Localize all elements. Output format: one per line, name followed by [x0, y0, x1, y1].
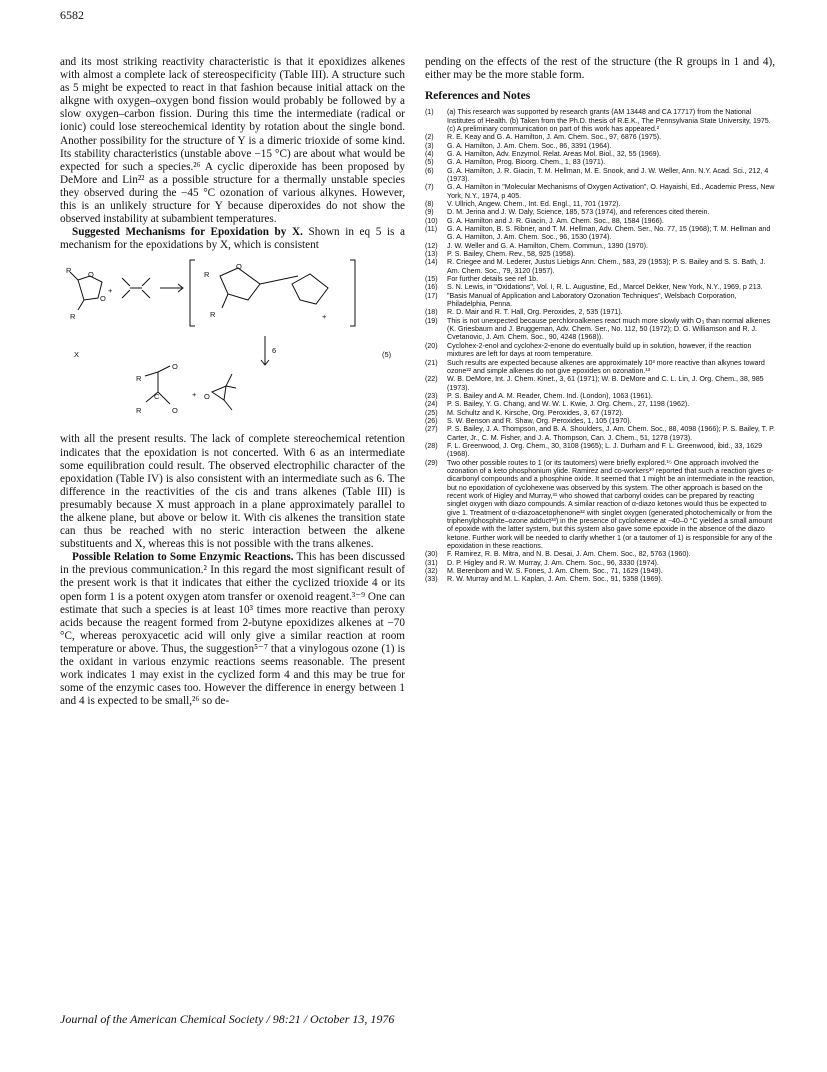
reference-item	[425, 250, 775, 258]
equation-number: (5)	[382, 350, 392, 360]
reference-number: (20)	[425, 341, 438, 350]
scheme-label-r4: R	[210, 310, 216, 320]
reference-text: R. W. Murray and M. L. Kaplan, J. Am. Chem. Soc., 91, 5358 (1969).	[447, 575, 663, 584]
reference-text: V. Ullrich, Angew. Chem., Int. Ed. Engl., 11, 701 (1972).	[447, 199, 621, 208]
reference-item	[425, 559, 775, 567]
journal-footer: Journal of the American Chemical Society / 98:21 / October 13, 1976	[60, 1012, 395, 1026]
reference-item	[425, 217, 775, 225]
reference-text: R. E. Keay and G. A. Hamilton, J. Am. Chem. Soc., 97, 6876 (1975).	[447, 133, 662, 142]
right-column	[425, 56, 775, 584]
reference-text: S. N. Lewis, in "Oxidations", Vol. I, R. L. Augustine, Ed., Marcel Dekker, New York, N.Y., 1969, p 213.	[447, 283, 763, 292]
reference-text: M. Berenbom and W. S. Fones, J. Am. Chem. Soc., 71, 1629 (1949).	[447, 567, 663, 576]
scheme-plus-3: +	[192, 390, 197, 400]
reference-text: G. A. Hamilton, J. Am. Chem. Soc., 86, 3391 (1964).	[447, 141, 612, 150]
reference-text: G. A. Hamilton, Adv. Enzymol. Relat. Areas Mol. Biol., 32, 55 (1969).	[447, 149, 661, 158]
reference-number: (28)	[425, 441, 438, 450]
reference-item	[425, 208, 775, 216]
reference-number: (24)	[425, 400, 438, 409]
scheme-label-o3: O	[236, 262, 242, 272]
scheme-label-6: 6	[272, 346, 277, 356]
reference-text: S. W. Benson and R. Shaw, Org. Peroxides, 1, 105 (1970).	[447, 416, 632, 425]
reference-item	[425, 292, 775, 309]
reference-item	[425, 392, 775, 400]
reference-item	[425, 442, 775, 459]
scheme-label-o5: O	[172, 406, 178, 416]
scheme-label-r3: R	[204, 270, 210, 280]
paragraph-enzymic	[60, 551, 405, 708]
reference-text: Two other possible routes to 1 (or its tautomers) were briefly explored.¹⁵ One approach involved the ozonation of a keto phosphonium ylide. Ramirez and co-workers³⁰ reported that such a reaction gives α-dicarbonyl compounds and a phosphine oxide. It seemed that 1 might be an intermediate in the reaction, but no epoxidation of cyclohexene was observed by this system. The other approach is based on the recent work of Higley and Murray,³¹ who showed that carbonyl oxides can be prepared by reacting singlet oxygen with diazo compounds. A similar reaction of α-diazo ketones would thus be expected to give 1. Treatment of α-diazoacetophenone³² with singlet oxygen (generated photochemically or from the triphenylphosphite–ozone adduct³³) in the presence of cyclohexene at −40–0 °C yielded a small amount of epoxide with the latter system, but this system also gave some epoxide in the absence of the diazo ketone. Further work will be needed to clarify whether 1 (or a tautomer of 1) is responsible for any of the epoxidation in these reactions.	[447, 458, 775, 551]
references-list	[425, 108, 775, 584]
page-number: 6582	[60, 8, 84, 22]
references-heading: References and Notes	[425, 90, 531, 103]
scheme-plus-2: +	[322, 312, 327, 322]
reference-text: P. S. Bailey, Y. G. Chang, and W. W. L. Kwie, J. Org. Chem., 27, 1198 (1962).	[447, 400, 690, 409]
reference-text: P. S. Bailey, J. A. Thompson, and B. A. Shoulders, J. Am. Chem. Soc., 88, 4098 (1966); P. S. Bailey, T. P. Carter, Jr., C. M. Fisher, and J. A. Thompson, Can. J. Chem., 51, 1278 (1973).	[447, 425, 775, 442]
reference-item	[425, 417, 775, 425]
reaction-scheme	[60, 254, 405, 429]
reference-item	[425, 225, 775, 242]
reference-number: (6)	[425, 166, 434, 175]
reference-number: (10)	[425, 216, 438, 225]
reference-number: (32)	[425, 567, 438, 576]
reference-item	[425, 308, 775, 316]
reference-text: D. M. Jerina and J. W. Daly, Science, 185, 573 (1974), and references cited therein.	[447, 208, 710, 217]
reference-item	[425, 550, 775, 558]
reference-text: G. A. Hamilton in "Molecular Mechanisms of Oxygen Activation", O. Hayaishi, Ed., Academic Press, New York, N.Y., 1974, p 405.	[447, 183, 775, 200]
reference-item	[425, 150, 775, 158]
reference-text: This is not unexpected because perchloroalkenes react much more slowly with O₃ than normal alkenes (K. Griesbaum and J. Bruggeman, Adv. Chem. Ser., No. 112, 50 (1972); D. G. Williamson and R. J. Cvetanovic, J. Am. Chem. Soc., 90, 4248 (1968)).	[447, 316, 771, 342]
reference-number: (9)	[425, 208, 434, 217]
scheme-plus-1: +	[108, 286, 113, 296]
reference-number: (23)	[425, 391, 438, 400]
reference-text: R. Criegee and M. Lederer, Justus Liebigs Ann. Chem., 583, 29 (1953); P. S. Bailey and S. S. Bath, J. Am. Chem. Soc., 79, 3120 (1957).	[447, 258, 766, 275]
reference-number: (13)	[425, 250, 438, 259]
scheme-label-r6: R	[136, 406, 142, 416]
reference-text: Cyclohex-2-enol and cyclohex-2-enone do eventually build up in solution, however, if the reaction mixtures are left for days at room temperature.	[447, 341, 752, 359]
scheme-label-r5: R	[136, 374, 142, 384]
reference-number: (15)	[425, 275, 438, 284]
reference-number: (12)	[425, 241, 438, 250]
reference-number: (8)	[425, 199, 434, 208]
reference-item	[425, 283, 775, 291]
reference-item	[425, 108, 775, 133]
scheme-label-o2: O	[100, 294, 106, 304]
scheme-label-r1: R	[66, 266, 72, 276]
reference-number: (29)	[425, 458, 438, 467]
reference-text: P. S. Bailey, Chem. Rev., 58, 925 (1958).	[447, 250, 576, 259]
reference-number: (25)	[425, 408, 438, 417]
reaction-scheme-drawing	[60, 254, 405, 429]
reference-text: F. L. Greenwood, J. Org. Chem., 30, 3108 (1965); L. J. Durham and F. L. Greenwood, ibid., 33, 1629 (1968).	[447, 441, 763, 459]
reference-number: (17)	[425, 291, 438, 300]
reference-text: P. S. Bailey and A. M. Reader, Chem. Ind. (London), 1063 (1961).	[447, 391, 653, 400]
reference-text: D. P. Higley and R. W. Murray, J. Am. Chem. Soc., 96, 3330 (1974).	[447, 558, 659, 567]
reference-number: (22)	[425, 375, 438, 384]
reference-number: (4)	[425, 149, 434, 158]
scheme-label-o4: O	[172, 362, 178, 372]
reference-number: (18)	[425, 308, 438, 317]
reference-item	[425, 258, 775, 275]
reference-number: (1)	[425, 108, 434, 117]
reference-item	[425, 575, 775, 583]
reference-text: G. A. Hamilton, Prog. Bioorg. Chem., 1, 83 (1971).	[447, 158, 606, 167]
reference-item	[425, 158, 775, 166]
reference-item	[425, 359, 775, 376]
reference-text: M. Schultz and K. Kirsche, Org. Peroxides, 3, 67 (1972).	[447, 408, 624, 417]
paragraph-mechanisms	[60, 226, 405, 252]
reference-text: Such results are expected because alkenes are approximately 10³ more reactive than alkynes toward ozone²² and simple alkenes do not give epoxides on ozonation.¹³	[447, 358, 765, 375]
reference-item	[425, 183, 775, 200]
reference-number: (16)	[425, 283, 438, 292]
reference-text: G. A. Hamilton, J. R. Giacin, T. M. Hellman, M. E. Snook, and J. W. Weller, Ann. N.Y. Acad. Sci., 212, 4 (1973).	[447, 166, 769, 183]
reference-text: W. B. DeMore, Int. J. Chem. Kinet., 3, 61 (1971); W. B. DeMore and C. L. Lin, J. Org. Chem., 38, 985 (1973).	[447, 375, 764, 392]
reference-item	[425, 242, 775, 250]
reference-item	[425, 409, 775, 417]
reference-number: (14)	[425, 258, 438, 267]
scheme-label-o6: O	[204, 392, 210, 402]
paragraph-continuation: pending on the effects of the rest of the structure (the R groups in 1 and 4), either may be the more stable form.	[425, 56, 775, 82]
reference-text: (a) This research was supported by research grants (AM 13448 and CA 17717) from the National Institutes of Health. (b) Taken from the Ph.D. thesis of R.E.K., The Pennsylvania State University, 1975. (c) A preliminary communication on part of this work has appeared.²	[447, 108, 771, 133]
scheme-label-x: X	[74, 350, 80, 360]
reference-text: F. Ramirez, R. B. Mitra, and N. B. Desai, J. Am. Chem. Soc., 82, 5763 (1960).	[447, 550, 691, 559]
left-column	[60, 56, 405, 708]
reference-number: (2)	[425, 133, 434, 142]
reference-number: (7)	[425, 183, 434, 192]
paragraph-stereochemistry: with all the present results. The lack of complete stereochemical retention indicates that the epoxidation is not concerted. With 6 as an intermediate some equilibration could result. The observed electrophilic character of the epoxidation (Table IV) is also consistent with an intermediate such as 6. The difference in the reactivities of the cis and trans alkenes (Table III) is presumably because X must approach in a plane approximately parallel to the alkene plane, but above or below it. With cis alkenes the transition state can thus be reached with no steric interaction between the alkene substituents and X, whereas this is not possible with the trans alkenes.	[60, 433, 405, 551]
reference-number: (3)	[425, 141, 434, 150]
reference-item	[425, 567, 775, 575]
reference-item	[425, 375, 775, 392]
reference-number: (33)	[425, 575, 438, 584]
reference-number: (11)	[425, 225, 438, 233]
reference-item	[425, 342, 775, 359]
reference-number: (21)	[425, 358, 438, 367]
reference-number: (31)	[425, 558, 438, 567]
reference-item	[425, 317, 775, 342]
reference-item	[425, 133, 775, 141]
reference-item	[425, 275, 775, 283]
paragraph-structure-y: and its most striking reactivity characteristic is that it epoxidizes alkenes with almost a complete lack of stereospecificity (Table III). A structure such as 5 might be expected to react in that fashion because initial attack on the alkgne with oxygen–oxygen bond fission would probably be followed by a slow oxygen–carbon fission. During this time the intermediate (radical or ionic) could lose stereochemical identity by rotation about the single bond. Another possibility for the structure of Y is a dimeric trioxide of some kind. Its stability characteristics (unstable above −15 °C) are about what would be expected for such a species.²⁶ A cyclic diperoxide has been proposed by DeMore and Lin²² as a possible structure for a thermally unstable species they observed during the −45 °C ozonation of various alkynes. However, this is an unlikely structure for Y because diperoxides do not show the observed instability at subambient temperatures.	[60, 56, 405, 226]
scheme-label-c: C	[154, 392, 160, 402]
reference-number: (27)	[425, 425, 438, 434]
reference-text: For further details see ref 1b.	[447, 275, 539, 284]
section-heading-enzymic: Possible Relation to Some Enzymic Reactions.	[72, 551, 294, 564]
reference-text: J. W. Weller and G. A. Hamilton, Chem. Commun., 1390 (1970).	[447, 241, 648, 250]
reference-text: "Basis Manual of Application and Laboratory Ozonation Techniques", Welsbach Corporation, Philadelphia, Penna.	[447, 291, 737, 309]
reference-item	[425, 400, 775, 408]
reference-item	[425, 425, 775, 442]
section-heading-mechanisms: Suggested Mechanisms for Epoxidation by X.	[72, 226, 303, 239]
reference-item	[425, 167, 775, 184]
scheme-label-o1: O	[88, 270, 94, 280]
scheme-label-r2: R	[70, 312, 76, 322]
reference-text: G. A. Hamilton, B. S. Ribner, and T. M. Hellman, Adv. Chem. Ser., No. 77, 15 (1968); T. M. Hellman and G. A. Hamilton, J. Am. Chem. Soc., 96, 1530 (1974).	[447, 225, 771, 242]
reference-number: (26)	[425, 416, 438, 425]
paragraph-mechanisms-body: Shown in eq 5 is a mechanism for the epoxidations by X, which is consistent	[60, 226, 405, 252]
paragraph-enzymic-body: This has been discussed in the previous communication.² In this regard the most significant result of the present work is that it indicates that either the cyclized trioxide 4 or its open form 1 is a potent oxygen atom transfer or oxenoid reagent.³⁻⁹ One can estimate that such a species is at least 10³ times more reactive than peroxy acids because the reagent formed from 2-butyne epoxidizes alkenes at −70 °C, whereas peroxyacetic acid will only give a similar reaction at room temperature or above. Thus, the suggestion⁵⁻⁷ that a vinylogous ozone (1) is the oxidant in various enzymic reactions seems reasonable. The present work indicates 1 may exist in the cyclized form 4 and this may be true for some of the enzymic cases too. However the difference in energy between 1 and 4 is expected to be small,²⁶ so de-	[60, 551, 405, 708]
reference-number: (30)	[425, 550, 438, 559]
reference-number: (5)	[425, 158, 434, 167]
reference-number: (19)	[425, 316, 438, 325]
reference-text: R. D. Mair and R. T. Hall, Org. Peroxides, 2, 535 (1971).	[447, 308, 623, 317]
reference-item	[425, 459, 775, 551]
reference-item	[425, 200, 775, 208]
reference-text: G. A. Hamilton and J. R. Giacin, J. Am. Chem. Soc., 88, 1584 (1966).	[447, 216, 664, 225]
reference-item	[425, 142, 775, 150]
